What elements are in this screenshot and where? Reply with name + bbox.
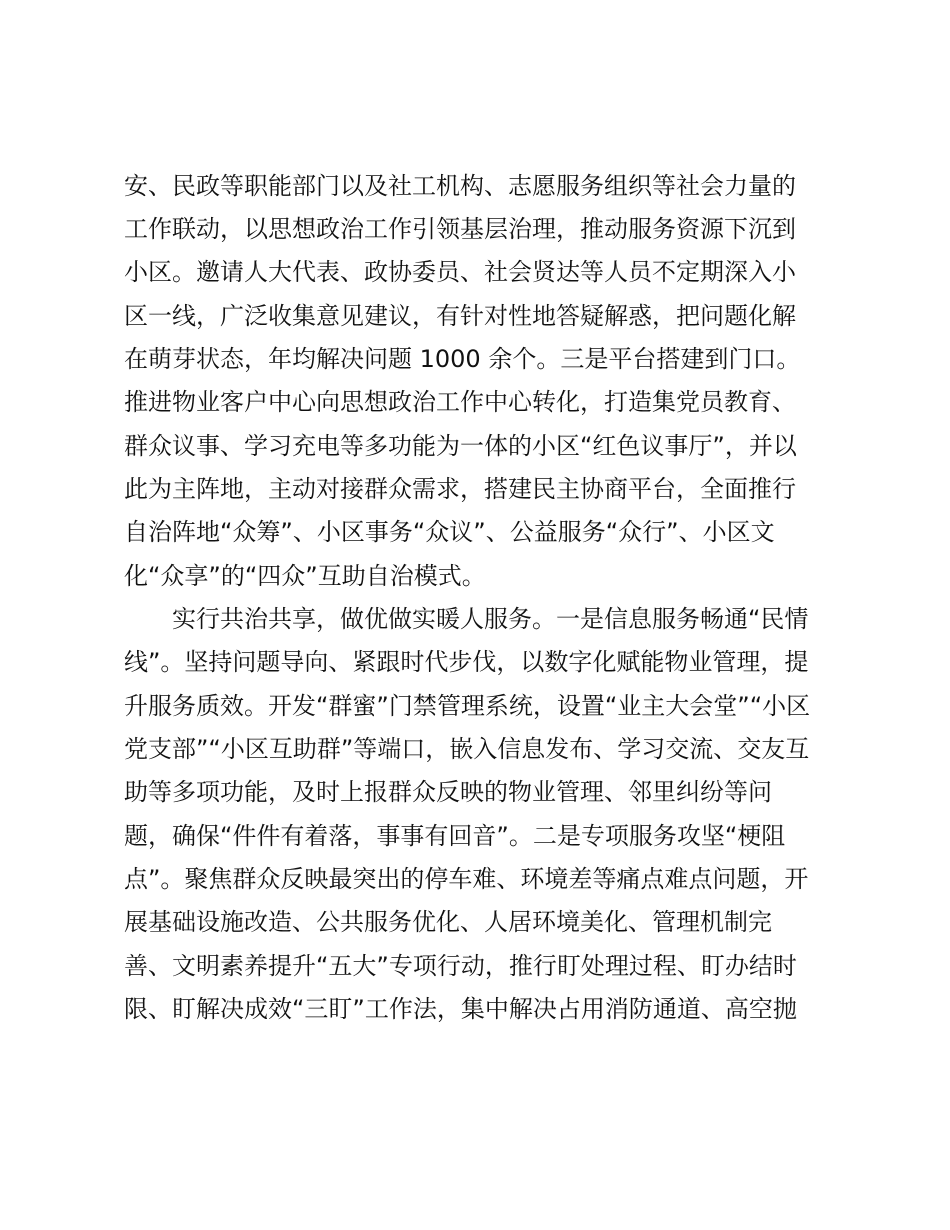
text-line: 展基础设施改造、公共服务优化、人居环境美化、管理机制完 — [124, 908, 772, 936]
text-line: 工作联动，以思想政治工作引领基层治理，推动服务资源下沉到 — [124, 215, 796, 243]
text-line: 此为主阵地，主动对接群众需求，搭建民主协商平台，全面推行 — [124, 475, 796, 503]
text-line: 区一线，广泛收集意见建议，有针对性地答疑解惑，把问题化解 — [124, 302, 796, 330]
text-line: 限、盯解决成效“三盯”工作法，集中解决占用消防通道、高空抛 — [124, 995, 797, 1023]
text-line: 群众议事、学习充电等多功能为一体的小区“红色议事厅”，并以 — [124, 432, 797, 460]
text-line: 线”。坚持问题导向、紧跟时代步伐，以数字化赋能物业管理，提 — [124, 648, 809, 676]
text-line: 化“众享”的“四众”互助自治模式。 — [124, 562, 486, 590]
text-line: 党支部”“小区互助群”等端口，嵌入信息发布、学习交流、交友互 — [124, 735, 810, 763]
text-line: 安、民政等职能部门以及社工机构、志愿服务组织等社会力量的 — [124, 172, 796, 200]
text-line: 善、文明素养提升“五大”专项行动，推行盯处理过程、盯办结时 — [124, 952, 797, 980]
text-line: 小区。邀请人大代表、政协委员、社会贤达等人员不定期深入小 — [124, 258, 796, 286]
paragraph-first-line: 实行共治共享，做优做实暖人服务。一是信息服务畅通“民情 — [172, 605, 809, 633]
text-line: 升服务质效。开发“群蜜”门禁管理系统，设置“业主大会堂”“小区 — [124, 692, 811, 720]
text-line: 点”。聚焦群众反映最突出的停车难、环境差等痛点难点问题，开 — [124, 865, 809, 893]
text-line: 在萌芽状态，年均解决问题 1000 余个。三是平台搭建到门口。 — [124, 345, 801, 373]
text-line: 推进物业客户中心向思想政治工作中心转化，打造集党员教育、 — [124, 388, 796, 416]
text-line: 助等多项功能，及时上报群众反映的物业管理、邻里纠纷等问 — [124, 778, 772, 806]
text-line: 自治阵地“众筹”、小区事务“众议”、公益服务“众行”、小区文 — [124, 518, 775, 546]
text-line: 题，确保“件件有着落，事事有回音”。二是专项服务攻坚“梗阻 — [124, 822, 786, 850]
